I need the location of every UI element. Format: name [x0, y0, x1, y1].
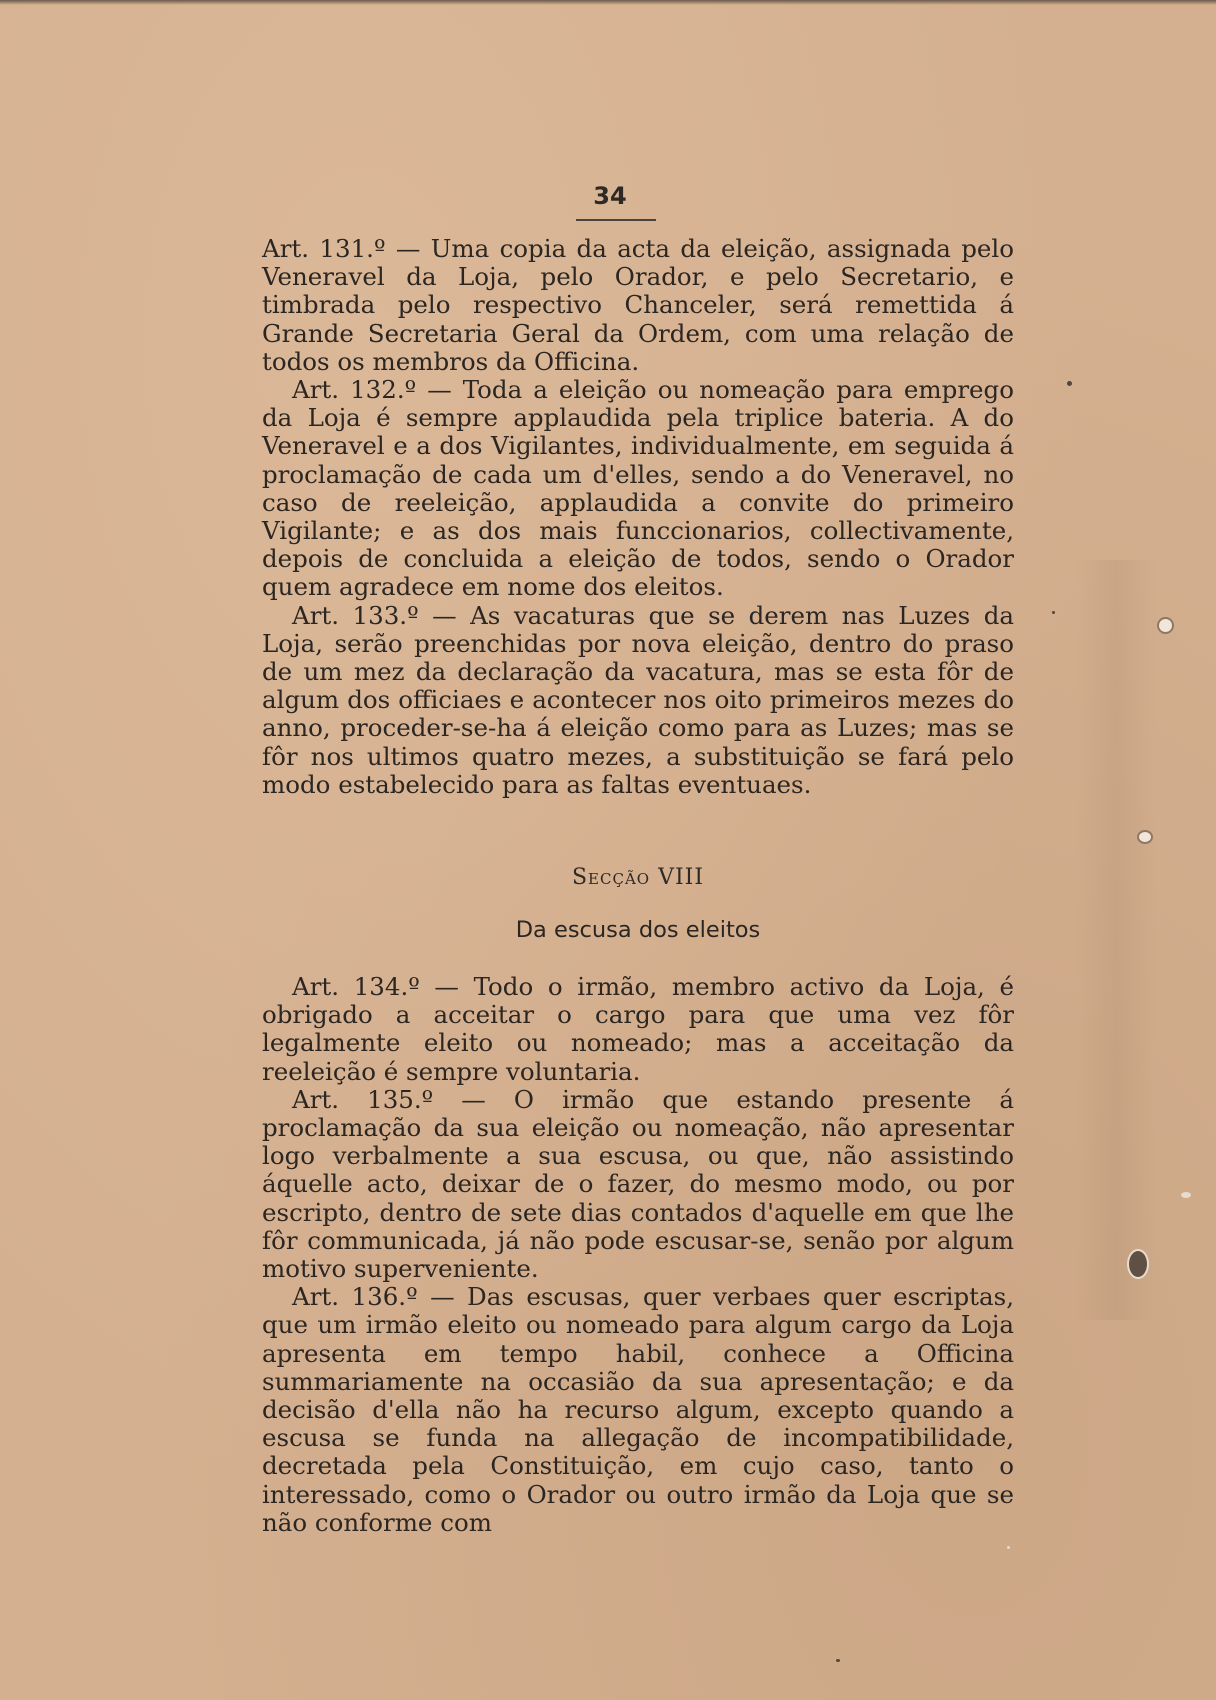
paragraph-art-131: Art. 131.º — Uma copia da acta da eleição, assignada pelo Veneravel da Loja, pelo Orador, e pelo Secretario, e timbrada pelo respectivo Chanceler, será remettida á Grande Secretaria Geral da Ordem, com uma relação de todos os membros da Officina. — [262, 234, 1014, 376]
page-number-rule — [576, 219, 656, 221]
paragraph-art-134: Art. 134.º — Todo o irmão, membro activo da Loja, é obrigado a acceitar o cargo para que uma vez fôr legalmente eleito ou nomeado; mas a acceitação da reeleição é sempre voluntaria. — [262, 972, 1014, 1086]
page-top-edge — [0, 0, 1216, 5]
section-label: Secção VIII — [571, 865, 705, 890]
paragraph-art-133: Art. 133.º — As vacaturas que se derem nas Luzes da Loja, serão preenchidas por nova eleição, dentro do praso de um mez da declaração da vacatura, mas se esta fôr de algum dos officiaes e acontecer nos oito primeiros mezes do anno, proceder-se-ha á eleição como para as Luzes; mas se fôr nos ultimos quatro mezes, a substituição se fará pelo modo estabelecido para as faltas eventuaes. — [262, 600, 1014, 799]
paragraph-art-132: Art. 132.º — Toda a eleição ou nomeação para emprego da Loja é sempre applaudida pela triplice bateria. A do Veneravel e a dos Vigilantes, individualmente, em seguida á proclamação de cada um d'elles, sendo a do Veneravel, no caso de reeleição, applaudida a convite do primeiro Vigilante; e as dos mais funccionarios, collectivamente, depois de concluida a eleição de todos, sendo o Orador quem agradece em nome dos eleitos. — [262, 375, 1014, 602]
page-number: 34 — [593, 182, 627, 210]
paper-wormhole — [1129, 1251, 1147, 1277]
paper-wormhole — [1159, 619, 1172, 632]
paper-speck — [836, 1659, 840, 1662]
paper-wormhole — [1181, 1192, 1191, 1198]
paragraph-art-136: Art. 136.º — Das escusas, quer verbaes quer escriptas, que um irmão eleito ou nomeado para algum cargo da Loja apresenta em tempo habil, conhece a Officina summariamente na occasião da sua apresentação; e da decisão d'ella não ha recurso algum, excepto quando a escusa se funda na allegação de incompatibilidade, decretada pela Constituição, em cujo caso, tanto o interessado, como o Orador ou outro irmão da Loja que se não conforme com — [262, 1282, 1014, 1537]
text-block-top — [262, 235, 1014, 799]
paper-speck — [1007, 1546, 1010, 1549]
paragraph-art-135: Art. 135.º — O irmão que estando presente á proclamação da sua eleição ou nomeação, não apresentar logo verbalmente a sua escusa, ou que, não assistindo áquelle acto, deixar de o fazer, do mesmo modo, ou por escripto, dentro de sete dias contados d'aquelle em que lhe fôr communicada, já não pode escusar-se, senão por algum motivo superveniente. — [262, 1084, 1014, 1284]
paper-speck — [1067, 381, 1072, 386]
paper-wormhole — [1139, 832, 1151, 842]
text-block-bottom — [262, 973, 1014, 1537]
paper-speck — [1052, 611, 1055, 614]
section-heading: Da escusa dos eleitos — [515, 917, 761, 943]
paper-fold-shadow — [1076, 560, 1156, 1320]
